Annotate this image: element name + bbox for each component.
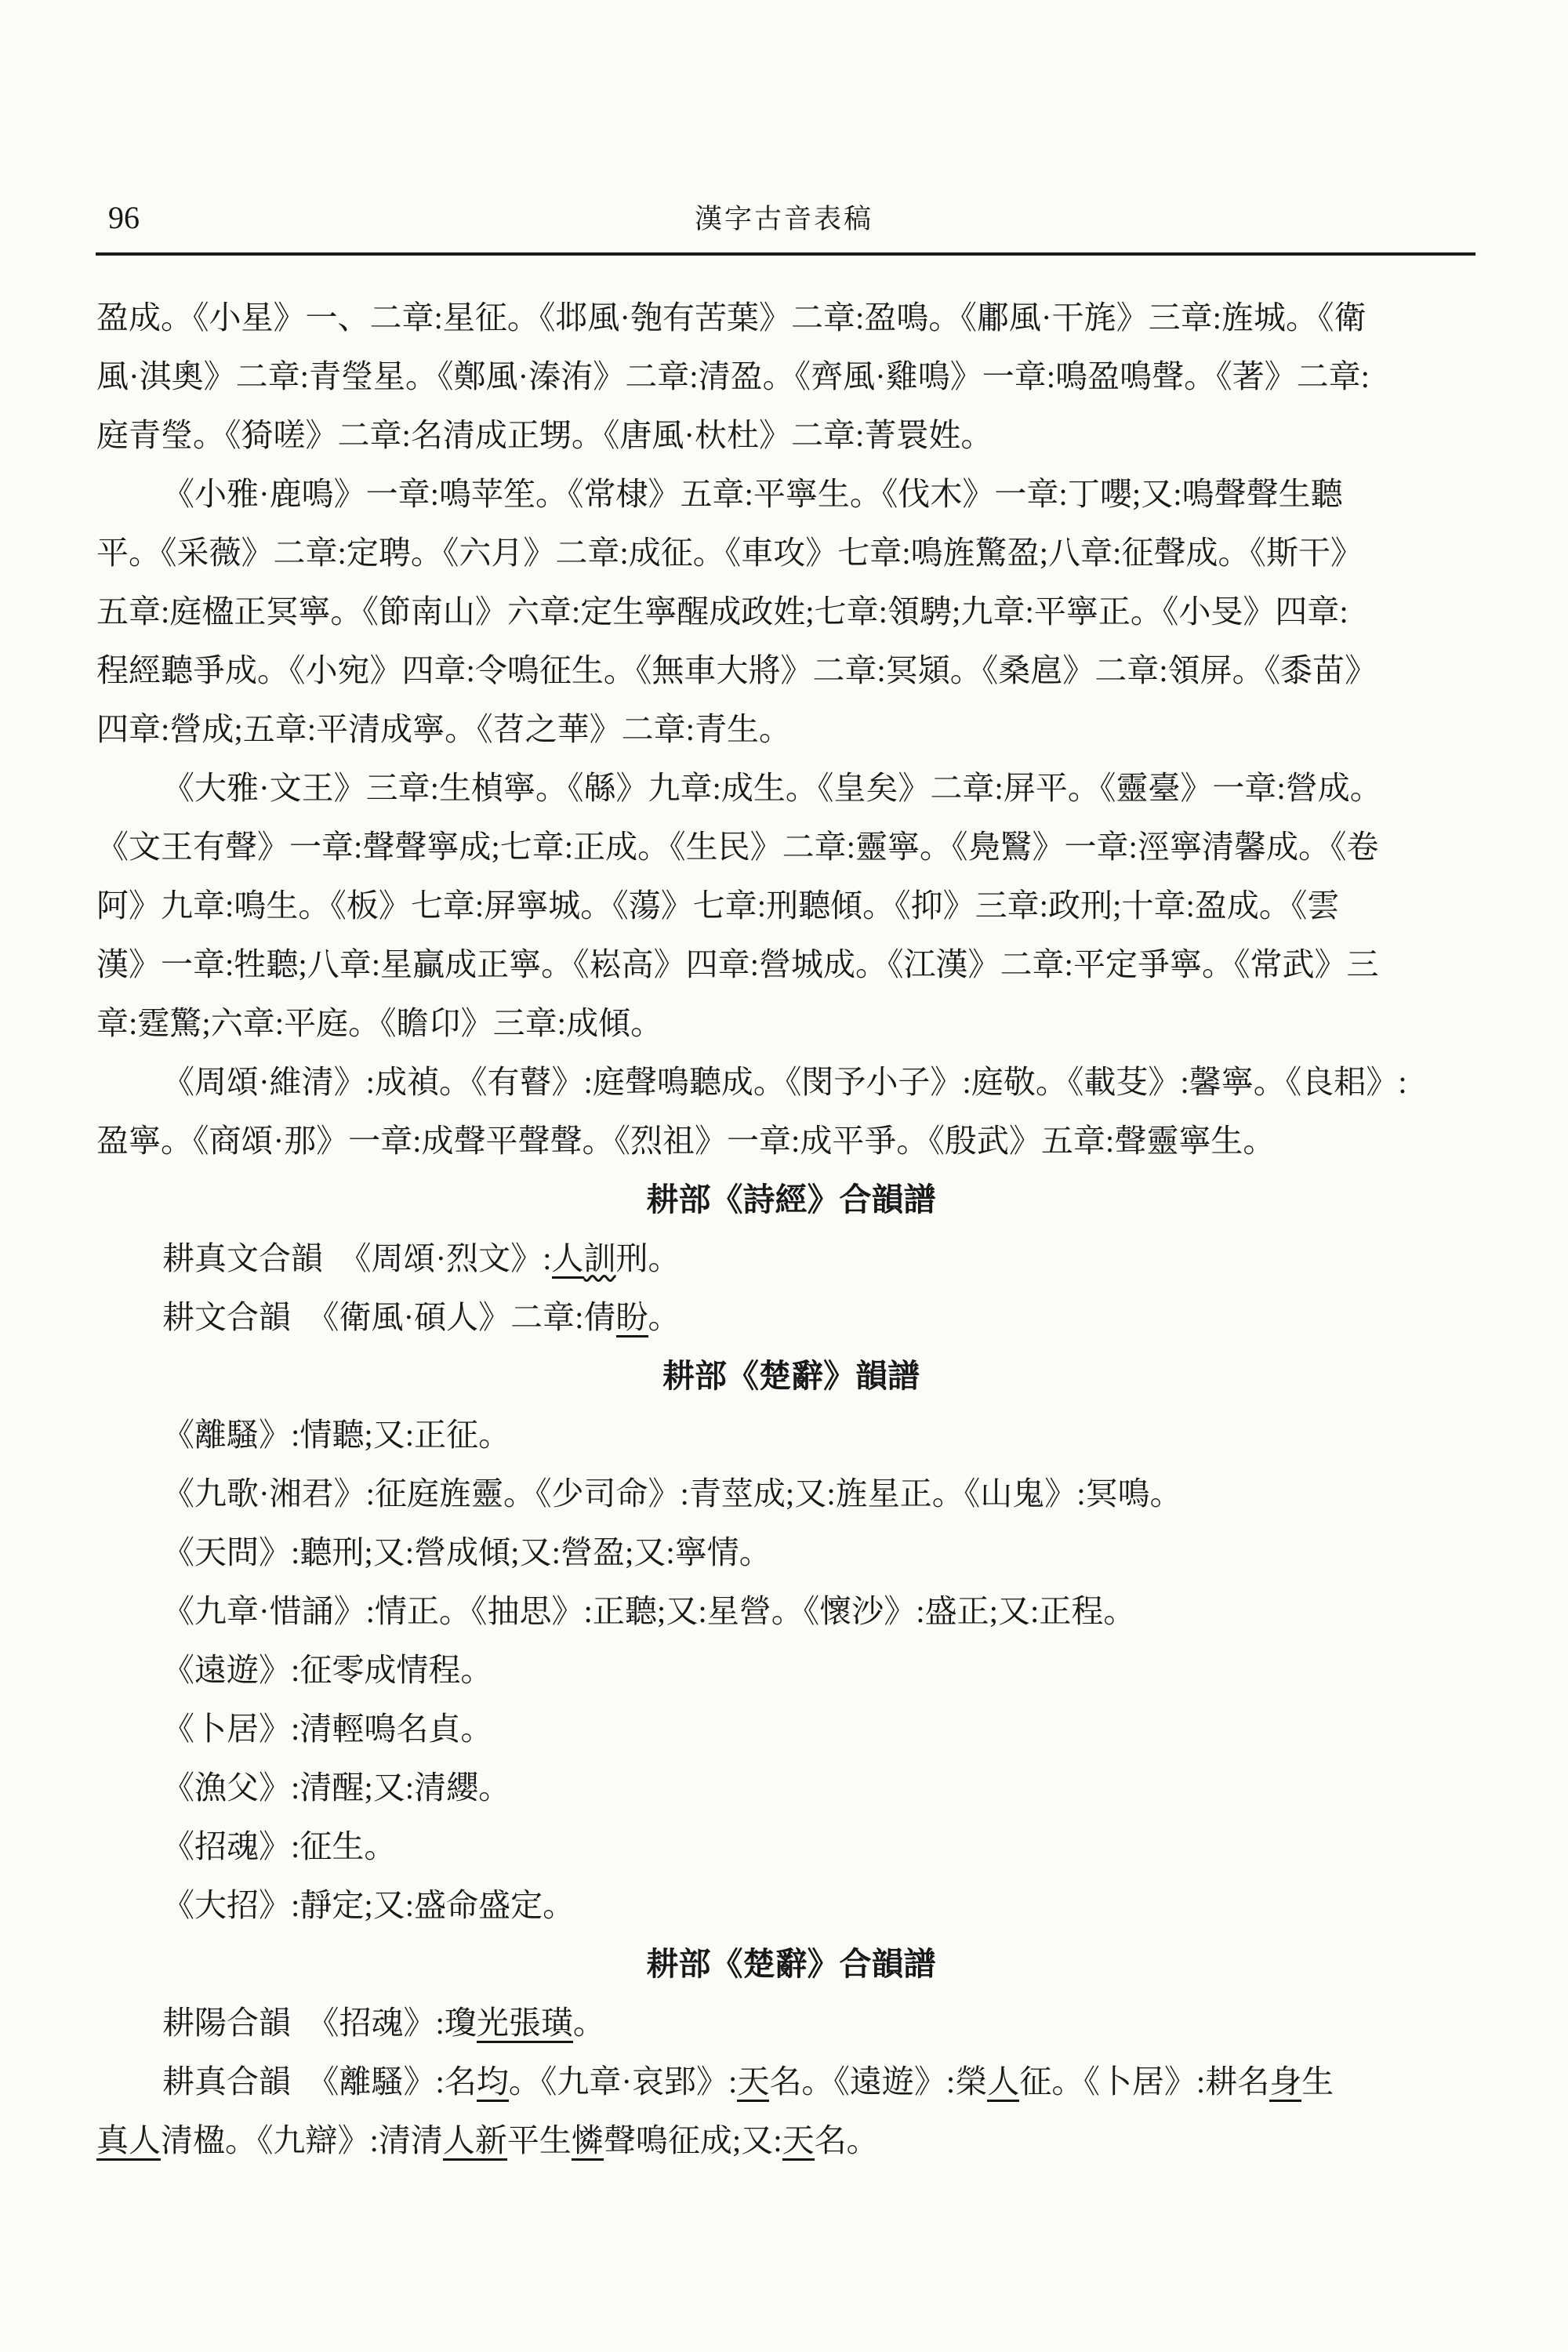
text-run: 耕真文合韻 《周頌·烈文》:: [162, 1240, 552, 1276]
text-line: [96, 1876, 1486, 1935]
text-line: [96, 641, 1486, 700]
text-run: 耕部《楚辭》合韻譜: [646, 1946, 936, 1982]
text-run: 《天問》:聽刑;又:營成傾;又:營盈;又:寧情。: [162, 1534, 771, 1570]
text-run: 盈寧。《商頌·那》一章:成聲平聲聲。《烈祖》一章:成平爭。《殷武》五章:聲靈寧生。: [96, 1123, 1276, 1159]
text-blocks: [96, 289, 1486, 2170]
text-run: 平。《采薇》二章:定聘。《六月》二章:成征。《車攻》七章:鳴旌驚盈;八章:征聲成。《斯干》: [96, 535, 1363, 571]
section-heading: [96, 1935, 1486, 1994]
rhyme-char-underlined: 盼: [616, 1299, 648, 1338]
text-line: [96, 1582, 1486, 1641]
text-line: [96, 1465, 1486, 1523]
text-run: 《文王有聲》一章:聲聲寧成;七章:正成。《生民》二章:靈寧。《鳧鷖》一章:涇寧清馨成。《卷: [96, 829, 1379, 865]
text-line: [96, 1641, 1486, 1700]
text-line: [96, 1759, 1486, 1817]
text-line: [96, 524, 1486, 583]
rhyme-char-underlined: 均: [477, 2063, 509, 2102]
text-line: [96, 406, 1486, 465]
text-run: 盈成。《小星》一、二章:星征。《邶風·匏有苦葉》二章:盈鳴。《鄘風·干旄》三章:旌城。《衛: [96, 299, 1367, 336]
text-run: 《大招》:靜定;又:盛命盛定。: [162, 1887, 575, 1923]
text-run: 阿》九章:鳴生。《板》七章:屏寧城。《蕩》七章:刑聽傾。《抑》三章:政刑;十章:盈成。《雲: [96, 887, 1340, 924]
text-run: 。《九章·哀郢》:: [508, 2063, 738, 2100]
text-line: [96, 1229, 1486, 1288]
rhyme-char-underlined: 新: [475, 2122, 507, 2161]
text-run: 漢》一章:牲聽;八章:星贏成正寧。《崧高》四章:營城成。《江漢》二章:平定爭寧。《常武》三: [96, 946, 1379, 982]
text-line: [96, 1523, 1486, 1582]
text-run: 《大雅·文王》三章:生楨寧。《緜》九章:成生。《皇矣》二章:屏平。《靈臺》一章:營成。: [162, 770, 1382, 806]
text-run: 《周頌·維清》:成禎。《有瞽》:庭聲鳴聽成。《閔予小子》:庭敬。《載芟》:馨寧。《良耜》:: [162, 1064, 1407, 1100]
text-run: 生: [1301, 2063, 1334, 2100]
text-run: 五章:庭楹正冥寧。《節南山》六章:定生寧醒成政姓;七章:領騁;九章:平寧正。《小旻》四章:: [96, 593, 1348, 630]
section-heading: [96, 1347, 1486, 1406]
text-line: [96, 347, 1486, 406]
rhyme-char-underlined: 人: [987, 2063, 1019, 2102]
rhyme-char-underlined: 人: [552, 1240, 584, 1279]
section-heading: [96, 1171, 1486, 1229]
text-line: [96, 1994, 1486, 2053]
rhyme-char-underlined: 璜: [541, 2005, 573, 2043]
text-run: 章:霆驚;六章:平庭。《瞻卬》三章:成傾。: [96, 1005, 663, 1041]
text-run: 《九章·惜誦》:情正。《抽思》:正聽;又:星營。《懷沙》:盛正;又:正程。: [162, 1593, 1136, 1629]
text-run: 庭青瑩。《猗嗟》二章:名清成正甥。《唐風·杕杜》二章:菁睘姓。: [96, 417, 993, 453]
text-run: 風·淇奧》二章:青瑩星。《鄭風·溱洧》二章:清盈。《齊風·雞鳴》一章:鳴盈鳴聲。《著》二章:: [96, 358, 1370, 394]
rhyme-char-underlined: 張: [509, 2005, 541, 2043]
text-run: 聲鳴征成;又:: [603, 2122, 782, 2158]
page-number: 96: [108, 200, 140, 235]
text-run: 平生: [506, 2122, 572, 2158]
text-line: [96, 1288, 1486, 1347]
rhyme-char-underlined: 訓: [583, 1240, 616, 1276]
text-run: 耕陽合韻 《招魂》:瓊: [162, 2005, 477, 2041]
text-line: [96, 2111, 1486, 2170]
text-run: 耕真合韻 《離騷》:名: [162, 2063, 477, 2100]
text-run: 刑。: [615, 1240, 681, 1276]
text-line: [96, 289, 1486, 347]
text-line: [96, 877, 1486, 935]
text-run: 。: [648, 1299, 681, 1335]
text-run: 耕部《楚辭》韻譜: [662, 1358, 920, 1394]
text-run: 程經聽爭成。《小宛》四章:令鳴征生。《無車大將》二章:冥熲。《桑扈》二章:領屏。《黍苗》: [96, 652, 1377, 688]
text-run: 《遠遊》:征零成情程。: [162, 1652, 493, 1688]
text-run: 。: [572, 2005, 605, 2041]
text-line: [96, 465, 1486, 524]
text-line: [96, 1406, 1486, 1465]
rhyme-char-underlined: 天: [737, 2063, 769, 2102]
text-line: [96, 1112, 1486, 1171]
text-run: 征。《卜居》:耕名: [1019, 2063, 1270, 2100]
text-run: 《離騷》:情聽;又:正征。: [162, 1417, 511, 1453]
header-divider: [96, 252, 1475, 256]
text-line: [96, 994, 1486, 1053]
rhyme-char-underlined: 天: [782, 2122, 815, 2161]
text-run: 《卜居》:清輕鳴名貞。: [162, 1711, 493, 1747]
text-line: [96, 818, 1486, 877]
text-run: 耕文合韻 《衛風·碩人》二章:倩: [162, 1299, 616, 1335]
text-line: [96, 583, 1486, 641]
text-line: [96, 1700, 1486, 1759]
rhyme-char-underlined: 真: [96, 2122, 129, 2161]
text-run: 《九歌·湘君》:征庭旌靈。《少司命》:青莖成;又:旌星正。《山鬼》:冥鳴。: [162, 1475, 1182, 1512]
rhyme-char-underlined: 人: [129, 2122, 161, 2161]
text-run: 名。《遠遊》:榮: [769, 2063, 988, 2100]
text-line: [96, 935, 1486, 994]
rhyme-char-underlined: 身: [1269, 2063, 1301, 2102]
text-run: 《小雅·鹿鳴》一章:鳴苹笙。《常棣》五章:平寧生。《伐木》一章:丁嚶;又:鳴聲聲生聽: [162, 476, 1343, 512]
rhyme-char-underlined: 光: [477, 2005, 509, 2043]
text-run: 四章:營成;五章:平清成寧。《苕之華》二章:青生。: [96, 711, 792, 747]
text-line: [96, 759, 1486, 818]
text-line: [96, 1053, 1486, 1112]
text-run: 清楹。《九辯》:清清: [161, 2122, 443, 2158]
rhyme-char-underlined: 人: [443, 2122, 475, 2161]
rhyme-char-underlined: 憐: [572, 2122, 604, 2161]
text-line: [96, 700, 1486, 759]
text-line: [96, 2053, 1486, 2111]
text-run: 《招魂》:征生。: [162, 1828, 397, 1864]
text-run: 耕部《詩經》合韻譜: [646, 1181, 936, 1218]
text-run: 《漁父》:清醒;又:清纓。: [162, 1769, 511, 1806]
text-run: 名。: [814, 2122, 879, 2158]
text-line: [96, 1817, 1486, 1876]
running-title: 漢字古音表稿: [694, 204, 873, 234]
